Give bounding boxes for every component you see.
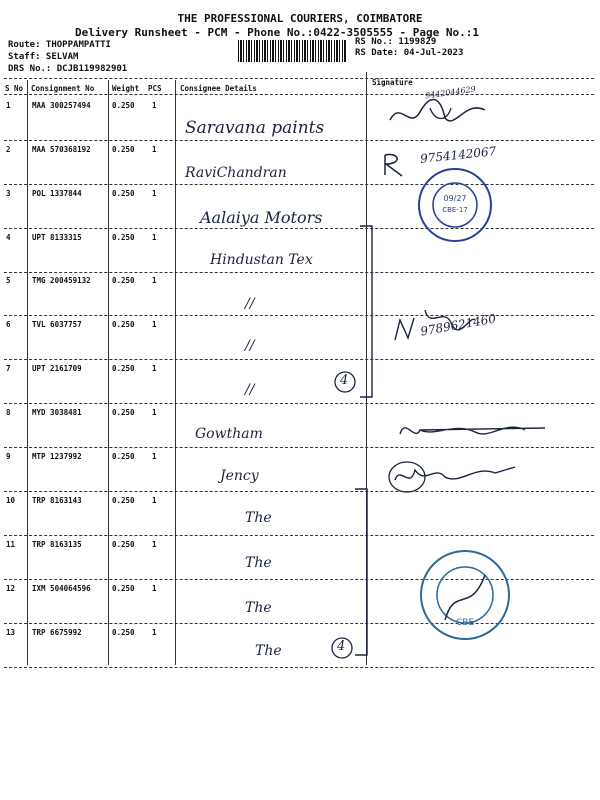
row-divider <box>4 140 594 141</box>
row-pcs: 1 <box>152 189 157 198</box>
svg-text:09/27: 09/27 <box>443 194 467 203</box>
row-sno: 10 <box>6 496 16 505</box>
row-weight: 0.250 <box>112 496 135 505</box>
staff-label: Staff: SELVAM <box>8 52 79 62</box>
row-consignment-no: TVL 6037757 <box>32 320 82 329</box>
header-bottom-rule <box>4 94 594 95</box>
signature-phone-1: 9442044629 <box>424 84 477 101</box>
row-divider <box>4 535 594 536</box>
col-divider <box>175 80 176 665</box>
row-consignment-no: MAA 570368192 <box>32 145 91 154</box>
row-consignment-no: TRP 8163135 <box>32 540 82 549</box>
col-signature: Signature <box>372 78 413 87</box>
row-pcs: 1 <box>152 364 157 373</box>
row-weight: 0.250 <box>112 145 135 154</box>
row-pcs: 1 <box>152 408 157 417</box>
row-consignee: Saravana paints <box>185 118 325 138</box>
row-sno: 5 <box>6 276 11 285</box>
row-divider <box>4 667 594 668</box>
row-sno: 6 <box>6 320 11 329</box>
drs-number: DRS No.: DCJB119982901 <box>8 64 128 74</box>
row-consignee: Hindustan Tex <box>210 252 313 268</box>
svg-text:CBE: CBE <box>455 618 475 628</box>
stamp-aalaiya-motors <box>410 165 500 245</box>
row-pcs: 1 <box>152 584 157 593</box>
row-sno: 1 <box>6 101 11 110</box>
stamp-text-1 <box>0 0 1 1</box>
row-consignee: The <box>245 555 272 571</box>
row-weight: 0.250 <box>112 540 135 549</box>
row-pcs: 1 <box>152 276 157 285</box>
row-consignment-no: IXM 504064596 <box>32 584 91 593</box>
col-consignee: Consignee Details <box>180 84 257 93</box>
row-consignee: Aalaiya Motors <box>200 208 323 227</box>
row-consignee: Jency <box>220 468 259 484</box>
row-consignee: RaviChandran <box>185 165 287 181</box>
row-divider <box>4 359 594 360</box>
svg-text:CBE-17: CBE-17 <box>442 206 468 214</box>
barcode <box>238 40 346 62</box>
row-consignment-no: UPT 2161709 <box>32 364 82 373</box>
row-pcs: 1 <box>152 145 157 154</box>
row-consignment-no: TRP 6675992 <box>32 628 82 637</box>
row-consignment-no: MTP 1237992 <box>32 452 82 461</box>
row-weight: 0.250 <box>112 101 135 110</box>
group-mark-2: 4 <box>337 639 346 654</box>
row-consignee: // <box>245 338 255 354</box>
row-sno: 3 <box>6 189 11 198</box>
col-pcs: PCS <box>148 84 162 93</box>
row-pcs: 1 <box>152 628 157 637</box>
row-sno: 12 <box>6 584 16 593</box>
col-sno: S No <box>5 84 24 93</box>
row-weight: 0.250 <box>112 584 135 593</box>
row-pcs: 1 <box>152 540 157 549</box>
signature-row-9 <box>385 455 525 495</box>
runsheet-subtitle: Delivery Runsheet - PCM - Phone No.:0422-3505555 - Page No.:1 <box>75 26 479 39</box>
row-consignment-no: MYD 3038481 <box>32 408 82 417</box>
row-weight: 0.250 <box>112 628 135 637</box>
row-consignee: Gowtham <box>195 426 263 442</box>
signature-phone-2: 9754142067 <box>419 144 497 166</box>
row-divider <box>4 184 594 185</box>
row-divider <box>4 447 594 448</box>
row-consignee: The <box>255 643 282 659</box>
col-weight: Weight <box>112 84 140 93</box>
group-mark-1: 4 <box>340 373 349 388</box>
row-weight: 0.250 <box>112 233 135 242</box>
row-sno: 4 <box>6 233 11 242</box>
route-label: Route: THOPPAMPATTI <box>8 40 111 50</box>
row-weight: 0.250 <box>112 320 135 329</box>
row-pcs: 1 <box>152 496 157 505</box>
row-consignment-no: UPT 8133315 <box>32 233 82 242</box>
row-consignment-no: MAA 300257494 <box>32 101 91 110</box>
row-divider <box>4 228 594 229</box>
rs-date: RS Date: 04-Jul-2023 <box>355 48 464 58</box>
col-divider <box>108 80 109 665</box>
row-sno: 2 <box>6 145 11 154</box>
company-title: THE PROFESSIONAL COURIERS, COIMBATORE <box>177 12 423 25</box>
row-consignee: The <box>245 510 272 526</box>
row-sno: 7 <box>6 364 11 373</box>
group-bracket-1 <box>360 222 390 402</box>
rs-number: RS No.: 1199829 <box>355 37 437 47</box>
row-consignee: // <box>245 382 255 398</box>
header-top-rule <box>4 78 594 79</box>
row-pcs: 1 <box>152 233 157 242</box>
row-weight: 0.250 <box>112 276 135 285</box>
signature-phone-6: 9789621460 <box>419 311 497 339</box>
col-divider <box>27 80 28 665</box>
signature-row-8 <box>395 412 555 447</box>
row-divider <box>4 403 594 404</box>
row-weight: 0.250 <box>112 408 135 417</box>
stamp-cbe <box>415 545 515 645</box>
row-sno: 13 <box>6 628 16 637</box>
col-consignment: Consignment No <box>31 84 95 93</box>
row-divider <box>4 272 594 273</box>
row-pcs: 1 <box>152 101 157 110</box>
group-bracket-2 <box>355 485 385 660</box>
row-sno: 11 <box>6 540 16 549</box>
row-consignee: // <box>245 296 255 312</box>
row-sno: 9 <box>6 452 11 461</box>
row-consignment-no: TRP 8163143 <box>32 496 82 505</box>
row-weight: 0.250 <box>112 452 135 461</box>
row-pcs: 1 <box>152 320 157 329</box>
row-weight: 0.250 <box>112 189 135 198</box>
row-pcs: 1 <box>152 452 157 461</box>
row-weight: 0.250 <box>112 364 135 373</box>
row-consignment-no: POL 1337844 <box>32 189 82 198</box>
row-consignment-no: TMG 200459132 <box>32 276 91 285</box>
row-sno: 8 <box>6 408 11 417</box>
row-consignee: The <box>245 600 272 616</box>
